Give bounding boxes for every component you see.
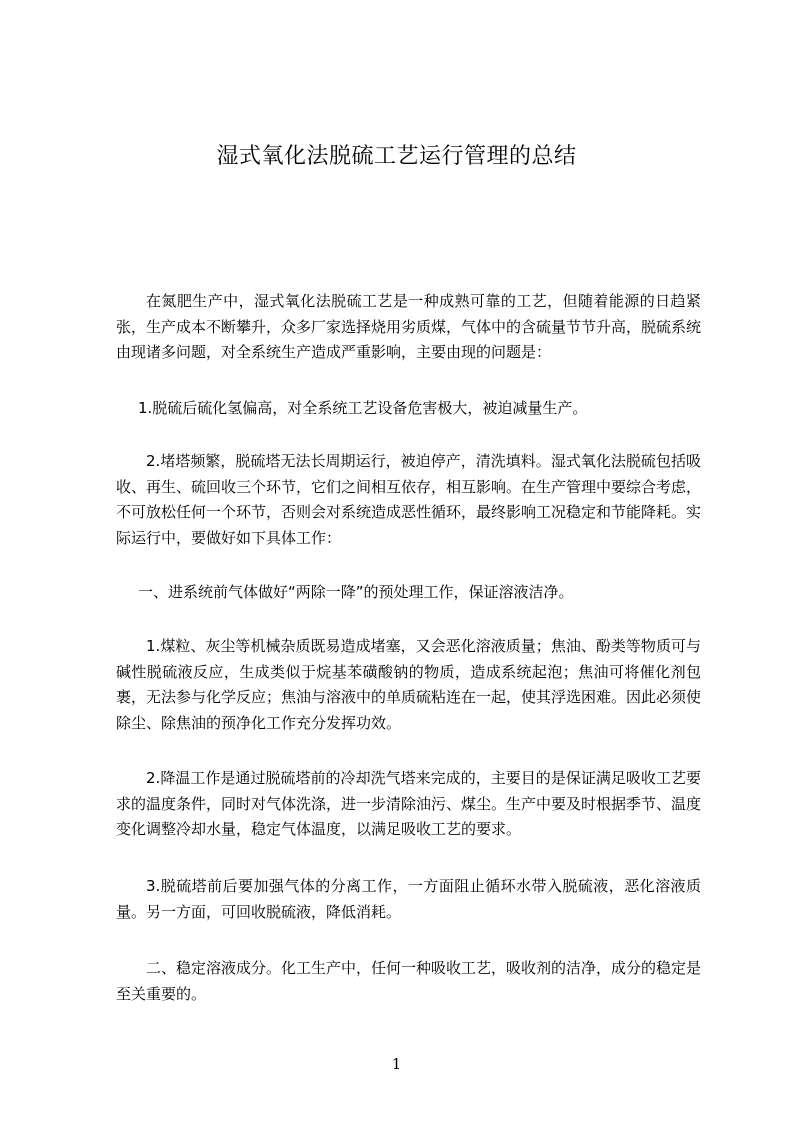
section-heading-2: 二、稳定溶液成分。化工生产中，任何一种吸收工艺，吸收剂的洁净，成分的稳定是至关重要的。 [116,959,702,1003]
page-title: 湿式氧化法脱硫工艺运行管理的总结 [216,144,577,169]
paragraph-problem-1: 1.脱硫后硫化氢偏高，对全系统工艺设备危害极大，被迫减量生产。 [138,399,588,417]
paragraph-intro: 在氮肥生产中，湿式氧化法脱硫工艺是一种成熟可靠的工艺，但随着能源的日趋紧张，生产成本不断攀升，众多厂家选择烧用劣质煤，气体中的含硫量节节升高，脱硫系统由现诸多问题，对全系统生产造成严重影响，主要由现的问题是： [116,292,702,362]
page-number: 1 [391,1055,402,1073]
paragraph-problem-2: 2.堵塔频繁，脱硫塔无法长周期运行，被迫停产，清洗填料。湿式氧化法脱硫包括吸收、再生、硫回收三个环节，它们之间相互依存，相互影响。在生产管理中要综合考虑，不可放松任何一个环节，否则会对系统造成恶性循环，最终影响工况稳定和节能降耗。实际运行中，要做好如下具体工作： [116,452,702,547]
section-heading-1: 一、进系统前气体做好“两除一降”的预处理工作，保证溶液洁净。 [138,583,574,601]
paragraph-item-1: 1.煤粒、灰尘等机械杂质既易造成堵塞，又会恶化溶液质量；焦油、酚类等物质可与碱性脱硫液反应，生成类似于烷基苯磺酸钠的物质，造成系统起泡；焦油可将催化剂包裹，无法参与化学反应；焦油与溶液中的单质硫粘连在一起，使其浮选困难。因此必须使除尘、除焦油的预净化工作充分发挥功效。 [116,637,702,732]
paragraph-item-3: 3.脱硫塔前后要加强气体的分离工作，一方面阻止循环水带入脱硫液，恶化溶液质量。另一方面，可回收脱硫液，降低消耗。 [116,877,701,921]
paragraph-item-2: 2.降温工作是通过脱硫塔前的冷却洗气塔来完成的，主要目的是保证满足吸收工艺要求的温度条件，同时对气体洗涤，进一步清除油污、煤尘。生产中要及时根据季节、温度变化调整冷却水量，稳定气体温度，以满足吸收工艺的要求。 [116,769,702,839]
